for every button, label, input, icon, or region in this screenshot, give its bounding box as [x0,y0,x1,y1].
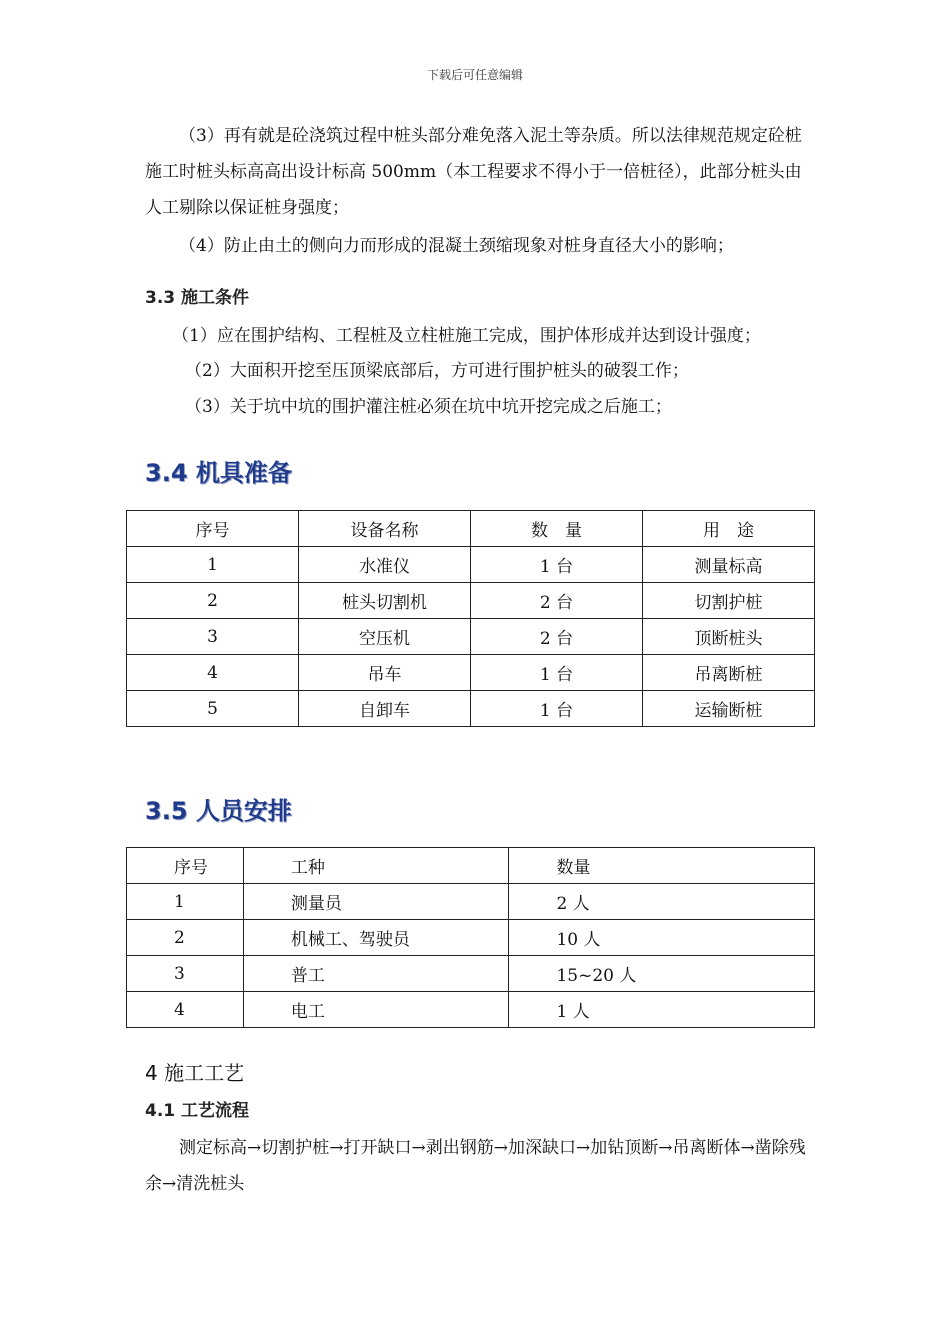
section-4-1-title: 4.1 工艺流程 [145,1101,250,1121]
condition-item-1: （1）应在围护结构、工程桩及立柱桩施工完成，围护体形成并达到设计强度； [172,326,761,346]
condition-item-3: （3）关于坑中坑的围护灌注桩必须在坑中坑开挖完成之后施工； [185,397,672,417]
process-flow: 测定标高→切割护桩→打开缺口→剥出钢筋→加深缺口→加钻顶断→吊离断体→凿除残余→清洗桩头 [145,1138,806,1194]
column-header: 序号 [127,511,299,547]
table-cell: 运输断桩 [643,691,815,727]
table-cell: 4 [127,992,244,1028]
table-row [127,547,815,583]
table-cell: 测量标高 [643,547,815,583]
table-cell: 桩头切割机 [299,583,471,619]
section-3-5-title: 3.5 人员安排 [145,797,292,825]
table-cell: 空压机 [299,619,471,655]
table-cell: 机械工、驾驶员 [243,920,509,956]
table-cell: 1 台 [471,547,643,583]
table-cell: 10 人 [509,920,815,956]
table-cell: 2 台 [471,619,643,655]
section-3-3-title: 3.3 施工条件 [145,288,250,308]
table-row [127,920,815,956]
column-header: 工种 [243,848,509,884]
table-cell: 吊车 [299,655,471,691]
page-header: 下载后可任意编辑 [426,68,523,82]
table-row [127,619,815,655]
table-cell: 自卸车 [299,691,471,727]
table-row [127,992,815,1028]
table-cell: 测量员 [243,884,509,920]
column-header: 数 量 [471,511,643,547]
paragraph-item-3: （3）再有就是砼浇筑过程中桩头部分难免落入泥土等杂质。所以法律规范规定砼桩施工时桩头标高高出设计标高 500mm（本工程要求不得小于一倍桩径），此部分桩头由人工剔除以保证桩身强度； [145,126,802,218]
table-cell: 吊离断桩 [643,655,815,691]
table-cell: 电工 [243,992,509,1028]
table-cell: 水准仪 [299,547,471,583]
table-cell: 1 台 [471,655,643,691]
table-cell: 15~20 人 [509,956,815,992]
table-cell: 顶断桩头 [643,619,815,655]
table-cell: 1 [127,547,299,583]
table-cell: 2 台 [471,583,643,619]
staff-table [126,847,815,1028]
table-cell: 1 人 [509,992,815,1028]
condition-item-2: （2）大面积开挖至压顶梁底部后，方可进行围护桩头的破裂工作； [185,361,689,381]
table-header-row [127,511,815,547]
table-cell: 普工 [243,956,509,992]
table-cell: 2 [127,920,244,956]
column-header: 用 途 [643,511,815,547]
table-header-row [127,848,815,884]
table-row [127,884,815,920]
section-4-title: 4 施工工艺 [145,1061,245,1085]
table-cell: 2 [127,583,299,619]
table-cell: 5 [127,691,299,727]
table-cell: 切割护桩 [643,583,815,619]
column-header: 设备名称 [299,511,471,547]
table-row [127,956,815,992]
column-header: 数量 [509,848,815,884]
column-header: 序号 [127,848,244,884]
paragraph-item-4: （4）防止由土的侧向力而形成的混凝土颈缩现象对桩身直径大小的影响； [179,236,734,256]
table-cell: 3 [127,619,299,655]
table-row [127,655,815,691]
equipment-table [126,510,815,727]
table-cell: 2 人 [509,884,815,920]
table-cell: 1 台 [471,691,643,727]
table-row [127,583,815,619]
table-row [127,691,815,727]
table-cell: 1 [127,884,244,920]
section-3-4-title: 3.4 机具准备 [145,459,292,487]
table-cell: 4 [127,655,299,691]
table-cell: 3 [127,956,244,992]
